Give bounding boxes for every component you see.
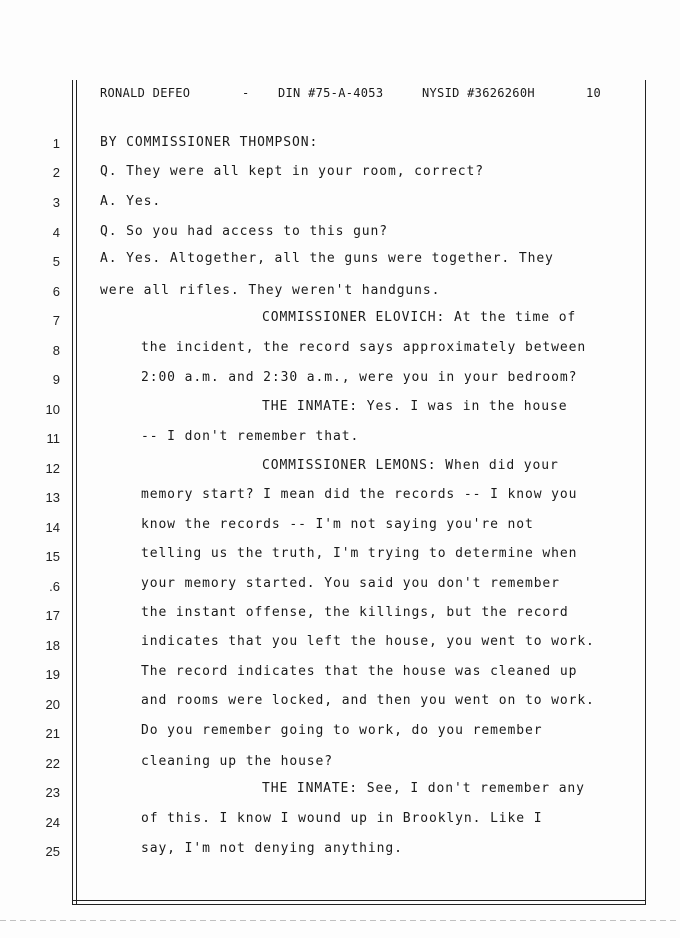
speaker-line: THE INMATE: See, I don't remember any: [262, 781, 585, 796]
speaker-line: COMMISSIONER ELOVICH: At the time of: [262, 310, 577, 325]
transcript-line: and rooms were locked, and then you went on to work.: [141, 693, 595, 708]
transcript-line: the instant offense, the killings, but the record: [141, 605, 569, 620]
transcript-line: -- I don't remember that.: [141, 429, 360, 444]
speaker-line: THE INMATE: Yes. I was in the house: [262, 399, 568, 414]
line-number: 24: [45, 815, 60, 830]
transcript-line: were all rifles. They weren't handguns.: [100, 283, 441, 298]
line-number: 21: [45, 726, 60, 741]
line-number: .6: [49, 579, 60, 594]
line-number: 25: [45, 844, 60, 859]
din-number: DIN #75-A-4053: [278, 86, 384, 100]
line-number: 12: [45, 461, 60, 476]
line-number: 4: [52, 225, 60, 240]
transcript-line: cleaning up the house?: [141, 754, 333, 769]
transcript-line: Q. So you had access to this gun?: [100, 224, 388, 239]
line-number: 7: [52, 313, 60, 328]
line-number: 20: [45, 697, 60, 712]
header-separator: -: [242, 86, 250, 100]
line-number: 13: [45, 490, 60, 505]
line-number: 3: [52, 195, 60, 210]
bottom-rule: [72, 900, 646, 901]
transcript-line: memory start? I mean did the records -- I know you: [141, 487, 578, 502]
line-number: 11: [46, 431, 60, 446]
transcript-line: say, I'm not denying anything.: [141, 841, 403, 856]
transcript-line: A. Yes. Altogether, all the guns were together. They: [100, 251, 554, 266]
line-number: 1: [52, 136, 60, 151]
scan-artifact-line: [0, 920, 680, 921]
transcript-line: BY COMMISSIONER THOMPSON:: [100, 135, 319, 150]
speaker-line: COMMISSIONER LEMONS: When did your: [262, 458, 559, 473]
bottom-rule-inner: [72, 904, 646, 905]
nysid-number: NYSID #3626260H: [422, 86, 535, 100]
transcript-line: The record indicates that the house was cleaned up: [141, 664, 578, 679]
line-number: 23: [45, 785, 60, 800]
line-number: 15: [45, 549, 60, 564]
right-margin-rule: [645, 80, 646, 904]
line-number: 5: [52, 254, 60, 269]
transcript-line: the incident, the record says approximately between: [141, 340, 587, 355]
line-number: 10: [45, 402, 60, 417]
inmate-name: RONALD DEFEO: [100, 86, 191, 100]
line-number: 19: [45, 667, 60, 682]
transcript-line: your memory started. You said you don't remember: [141, 576, 560, 591]
transcript-line: A. Yes.: [100, 194, 162, 209]
line-number: 2: [52, 165, 60, 180]
line-number: 8: [52, 343, 60, 358]
transcript-line: know the records -- I'm not saying you're not: [141, 517, 534, 532]
line-number: 14: [45, 520, 60, 535]
left-margin-rule: [72, 80, 73, 904]
transcript-line: Do you remember going to work, do you remember: [141, 723, 543, 738]
line-number: 17: [45, 608, 60, 623]
transcript-line: of this. I know I wound up in Brooklyn. Like I: [141, 811, 543, 826]
line-number: 22: [45, 756, 60, 771]
transcript-line: telling us the truth, I'm trying to determine when: [141, 546, 578, 561]
line-number: 6: [52, 284, 60, 299]
line-number: 18: [45, 638, 60, 653]
transcript-line: Q. They were all kept in your room, correct?: [100, 164, 484, 179]
transcript-line: indicates that you left the house, you went to work.: [141, 634, 595, 649]
left-margin-rule-inner: [76, 80, 77, 904]
transcript-line: 2:00 a.m. and 2:30 a.m., were you in your bedroom?: [141, 370, 578, 385]
line-number: 9: [52, 372, 60, 387]
page-number: 10: [586, 86, 602, 100]
